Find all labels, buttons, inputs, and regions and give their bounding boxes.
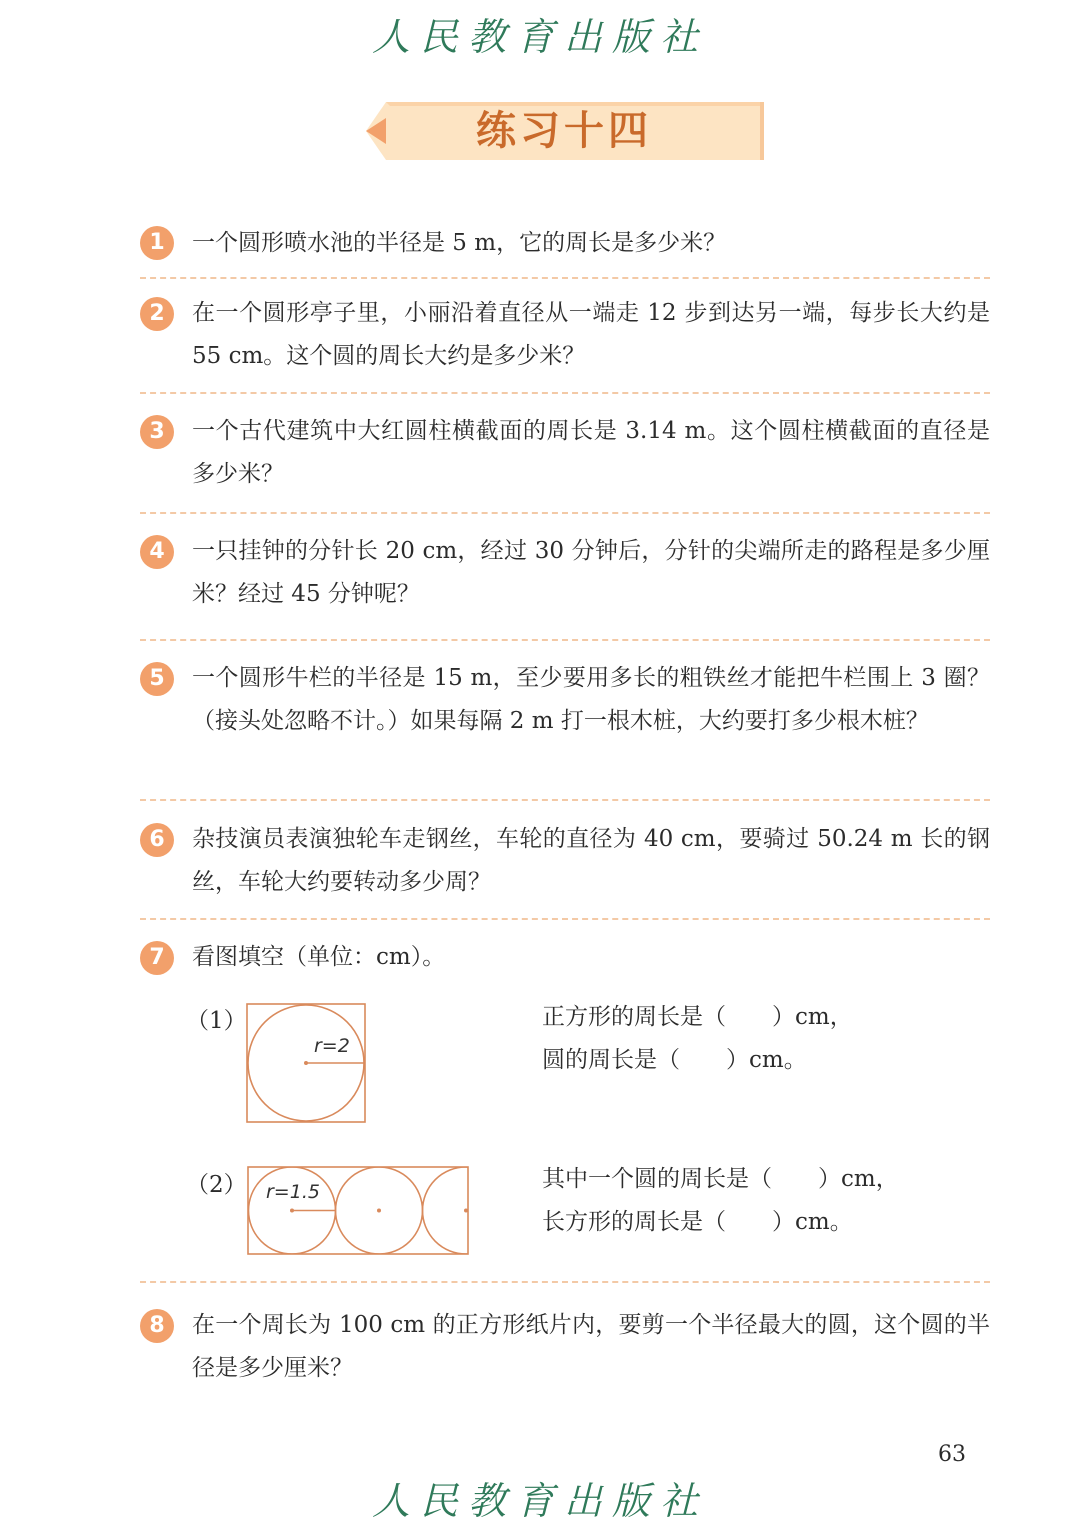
question-text: 一只挂钟的分针长 20 cm，经过 30 分钟后，分针的尖端所走的路程是多少厘米？经过 45 分钟呢？ (192, 538, 990, 607)
title-banner (362, 96, 766, 166)
question-number-badge: 6 (140, 823, 174, 857)
dashed-divider (140, 799, 990, 801)
center-dot (464, 1209, 468, 1213)
figure-2-blank-1: 其中一个圆的周长是（ ）cm， (542, 1166, 899, 1192)
dashed-divider (140, 512, 990, 514)
question-2 (140, 292, 990, 382)
question-3 (140, 410, 990, 500)
question-8 (140, 1304, 990, 1394)
question-text: 一个圆形喷水池的半径是 5 m，它的周长是多少米？ (192, 230, 727, 256)
figure-2-label: （2） (186, 1172, 247, 1198)
dashed-divider (140, 918, 990, 920)
figure-1-blank-2: 圆的周长是（ ）cm。 (542, 1047, 807, 1073)
question-5 (140, 657, 990, 789)
question-number-badge: 4 (140, 535, 174, 569)
question-7 (140, 936, 990, 976)
question-number-badge: 1 (140, 226, 174, 260)
question-text: 在一个周长为 100 cm 的正方形纸片内，要剪一个半径最大的圆，这个圆的半径是多少厘米？ (192, 1312, 990, 1381)
question-text: 一个古代建筑中大红圆柱横截面的周长是 3.14 m。这个圆柱横截面的直径是多少米？ (192, 418, 990, 487)
question-text: 看图填空（单位：cm）。 (192, 944, 446, 970)
radius-label: r=1.5 (266, 1181, 320, 1203)
square-circle-figure (244, 1002, 368, 1124)
rectangle-circles-figure (244, 1164, 472, 1258)
radius-label: r=2 (314, 1035, 350, 1057)
dashed-divider (140, 639, 990, 641)
question-number-badge: 7 (140, 941, 174, 975)
publisher-logo-top: 人民教育出版社 (371, 15, 708, 59)
question-text: 一个圆形牛栏的半径是 15 m，至少要用多长的粗铁丝才能把牛栏围上 3 圈？（接头处忽略不计。）如果每隔 2 m 打一根木桩，大约要打多少根木桩？ (192, 665, 990, 734)
figure-1-label: （1） (186, 1008, 247, 1034)
question-6 (140, 818, 990, 908)
dashed-divider (140, 392, 990, 394)
page-number: 63 (938, 1442, 966, 1467)
page-title: 练习十四 (476, 108, 652, 154)
question-1 (140, 224, 990, 264)
question-number-badge: 5 (140, 662, 174, 696)
center-dot (290, 1209, 294, 1213)
question-4 (140, 530, 990, 620)
figure-2-blank-2: 长方形的周长是（ ）cm。 (542, 1209, 853, 1235)
question-number-badge: 2 (140, 297, 174, 331)
question-text: 杂技演员表演独轮车走钢丝，车轮的直径为 40 cm，要骑过 50.24 m 长的钢丝，车轮大约要转动多少周？ (192, 826, 990, 895)
question-number-badge: 8 (140, 1309, 174, 1343)
center-dot (377, 1209, 381, 1213)
dashed-divider (140, 1281, 990, 1283)
figure-1-blank-1: 正方形的周长是（ ）cm， (542, 1004, 853, 1030)
center-dot (304, 1061, 308, 1065)
question-number-badge: 3 (140, 415, 174, 449)
question-text: 在一个圆形亭子里，小丽沿着直径从一端走 12 步到达另一端，每步长大约是 55 cm。这个圆的周长大约是多少米？ (192, 300, 990, 369)
dashed-divider (140, 277, 990, 279)
publisher-logo-bottom: 人民教育出版社 (371, 1479, 708, 1523)
